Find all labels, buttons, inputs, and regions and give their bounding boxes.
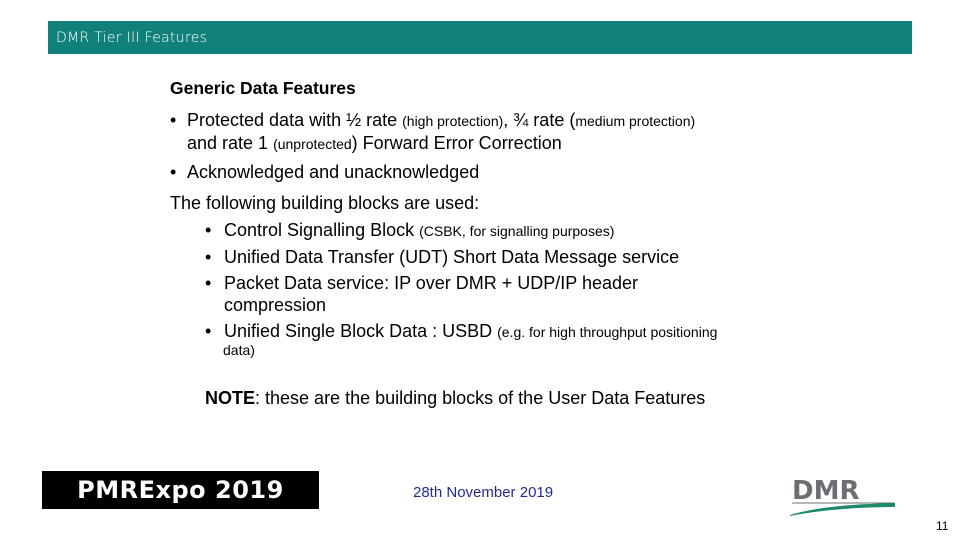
- bullet-icon: •: [205, 247, 212, 267]
- note-text: [205, 388, 705, 409]
- bullet-icon: •: [205, 273, 212, 293]
- header-bar: [48, 21, 912, 54]
- bullet-acknowledged: [170, 161, 479, 183]
- bullet-text: ) Forward Error Correction: [351, 133, 562, 153]
- bullet-text: Control Signalling Block: [224, 220, 420, 240]
- section-heading: Generic Data Features: [170, 78, 356, 98]
- bullet-small-text: (CSBK, for signalling purposes): [419, 223, 615, 239]
- note-label: NOTE: [205, 388, 256, 408]
- bullet-text: and rate 1: [187, 133, 274, 153]
- bullet-protected-data: [170, 109, 810, 155]
- dmr-logo: [790, 476, 895, 516]
- bullet-small-text: (high protection): [402, 113, 504, 129]
- bullet-text: Unified Single Block Data : USBD: [224, 321, 498, 341]
- bullet-text: compression: [224, 295, 327, 315]
- bullet-small-text: data): [223, 342, 255, 358]
- bullet-text: Protected data with ½ rate: [187, 110, 403, 130]
- bullet-small-text: (unprotected: [273, 136, 352, 152]
- bullet-text: Packet Data service: IP over DMR + UDP/IP header: [224, 273, 639, 293]
- bullet-text: Acknowledged and unacknowledged: [187, 162, 480, 182]
- dmr-logo-icon: [790, 476, 895, 516]
- bullet-small-text: (e.g. for high throughput positioning: [497, 324, 718, 340]
- pmrexpo-logo: [42, 471, 319, 509]
- pmrexpo-logo-text: PMRExpo 2019: [77, 476, 284, 504]
- block-packet-data: [205, 272, 638, 316]
- building-blocks-intro: The following building blocks are used:: [170, 193, 480, 213]
- block-udt: [205, 246, 679, 268]
- slide-title: DMR Tier III Features: [56, 30, 208, 46]
- bullet-icon: •: [205, 321, 212, 341]
- note-body: : these are the building blocks of the User Data Features: [255, 388, 706, 408]
- block-csbk: [205, 219, 614, 242]
- bullet-icon: •: [170, 110, 177, 130]
- block-usbd: [205, 320, 717, 343]
- event-date: 28th November 2019: [413, 484, 554, 501]
- bullet-icon: •: [170, 162, 177, 182]
- bullet-text: Unified Data Transfer (UDT) Short Data Message service: [224, 247, 680, 267]
- bullet-text: , ¾ rate (: [503, 110, 576, 130]
- page-number: 11: [936, 519, 949, 533]
- bullet-icon: •: [205, 220, 212, 240]
- dmr-logo-text: DMR: [792, 476, 860, 506]
- bullet-small-text: medium protection): [575, 113, 696, 129]
